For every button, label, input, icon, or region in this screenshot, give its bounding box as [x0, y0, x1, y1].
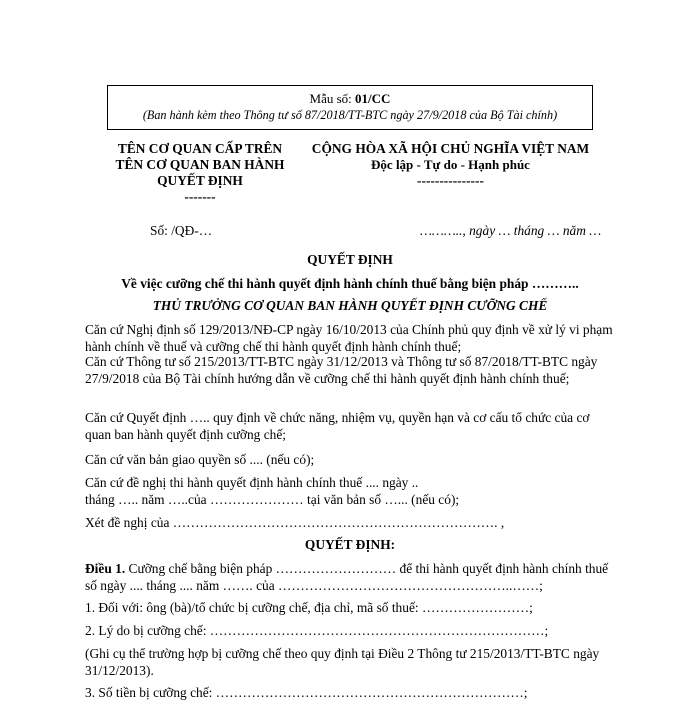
decision-heading: QUYẾT ĐỊNH:: [304, 537, 396, 552]
decision-number: Số: /QĐ-…: [150, 223, 213, 238]
right-divider: ---------------: [417, 173, 484, 188]
document-title: QUYẾT ĐỊNH: [307, 252, 393, 267]
item-reason-note: (Ghi cụ thể trường hợp bị cưỡng chế theo quy định tại Điều 2 Thông tư 215/2013/TT-BTC ngày 31/12/2013).: [85, 646, 600, 678]
form-issuance-note: (Ban hành kèm theo Thông tư số 87/2018/TT-BTC ngày 27/9/2018 của Bộ Tài chính): [142, 108, 558, 123]
legal-basis-proposal-line2: tháng ….. năm …..của ………………… tại văn bản số …... (nếu có);: [85, 492, 460, 507]
form-number-label: Mẫu số:: [309, 91, 356, 107]
place-date-line: ……….., ngày … tháng … năm …: [420, 223, 602, 238]
nation-name: CỘNG HÒA XÃ HỘI CHỦ NGHĨA VIỆT NAM: [311, 141, 590, 156]
left-divider: -------: [184, 189, 216, 204]
legal-basis-delegation: Căn cứ văn bản giao quyền số .... (nếu có);: [85, 452, 315, 467]
issuing-agency-suffix: QUYẾT ĐỊNH: [157, 173, 243, 188]
decision-authority: THỦ TRƯỞNG CƠ QUAN BAN HÀNH QUYẾT ĐỊNH CƯỠNG CHẾ: [152, 298, 548, 313]
item-amount: 3. Số tiền bị cưỡng chế: ……………………………………………………………;: [85, 685, 528, 700]
form-number-value: 01/CC: [355, 91, 391, 107]
form-number-box: [107, 85, 593, 130]
legal-basis-decree: Căn cứ Nghị định số 129/2013/NĐ-CP ngày 16/10/2013 của Chính phủ quy định về xử lý vi phạm hành chính về thuế và cưỡng chế thi hành quyết định hành chính thuế;: [85, 322, 613, 354]
article-1: [85, 560, 615, 594]
national-motto: Độc lập - Tự do - Hạnh phúc: [371, 157, 530, 172]
issuing-agency-name: TÊN CƠ QUAN BAN HÀNH: [115, 157, 285, 172]
article-1-label: Điều 1.: [85, 561, 126, 576]
item-subject: 1. Đối với: ông (bà)/tổ chức bị cưỡng chế, địa chỉ, mã số thuế: ……………………;: [85, 600, 533, 615]
issuing-agency-header: [100, 141, 300, 205]
consideration-line: Xét đề nghị của ………………………………………………………………. ,: [85, 515, 505, 530]
national-header: [298, 141, 603, 189]
document-subject: Về việc cưỡng chế thi hành quyết định hành chính thuế bằng biện pháp ………..: [121, 276, 579, 291]
legal-basis-circulars: Căn cứ Thông tư số 215/2013/TT-BTC ngày 31/12/2013 và Thông tư số 87/2018/TT-BTC ngày 27/9/2018 của Bộ Tài chính hướng dẫn về cưỡng chế thi hành quyết định hành chính thuế;: [85, 354, 598, 386]
legal-basis-functions: Căn cứ Quyết định ….. quy định về chức năng, nhiệm vụ, quyền hạn và cơ cấu tổ chức của cơ quan ban hành quyết định cưỡng chế;: [85, 410, 590, 442]
superior-agency-name: TÊN CƠ QUAN CẤP TRÊN: [117, 141, 283, 156]
article-1-text: Cưỡng chế bằng biện pháp ……………………… để thi hành quyết định hành chính thuế số ngày .... tháng .... năm ……. của ……………………………………………..……;: [85, 561, 609, 593]
item-reason: 2. Lý do bị cưỡng chế: …………………………………………………………………;: [85, 623, 549, 638]
legal-basis-proposal-line1: Căn cứ đề nghị thi hành quyết định hành chính thuế .... ngày ..: [85, 475, 419, 490]
form-number: [310, 91, 391, 108]
